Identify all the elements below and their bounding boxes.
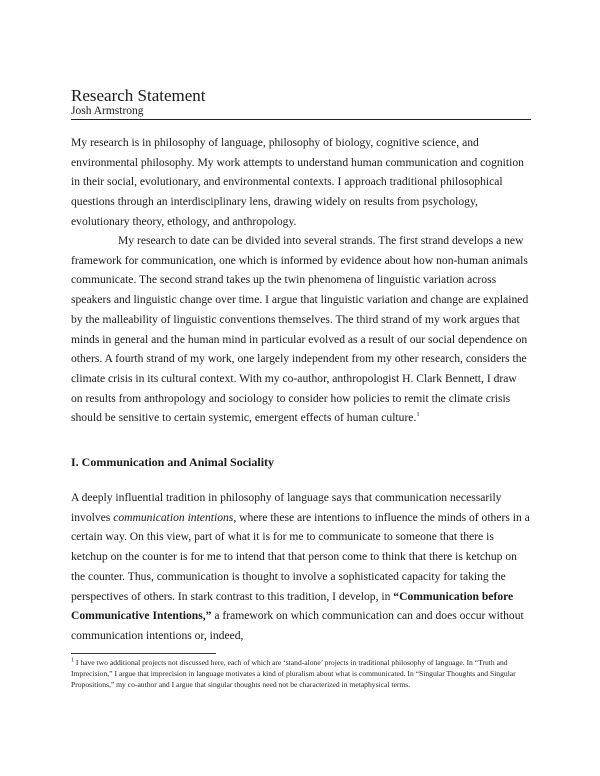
p3-text-3: a framework on which communication can and does occur without communication intentions or, indeed,: [71, 609, 524, 642]
footnote-text: I have two additional projects not discussed here, each of which are ‘stand-alone’ projects in traditional philosophy of language. In “Truth and Imprecision,” I argue that imprecision in language motivates a kind of pluralism about what is communicated. In “Singular Thoughts and Singular Propositions,” my co-author and I argue that singular thoughts need not be characterized in metaphysical terms.: [71, 658, 516, 689]
footnote-rule: [71, 653, 216, 654]
footnote-marker: 1: [71, 657, 74, 664]
section-heading: I. Communication and Animal Sociality: [71, 455, 275, 469]
title-rule: [71, 119, 531, 120]
paragraph-strands-text: My research to date can be divided into several strands. The first strand develops a new framework for communication, one which is informed by evidence about how non-human animals communicate. The second strand takes up the twin phenomena of linguistic variation across speakers and linguistic change over time. I argue that linguistic variation and change are explained by the malleability of linguistic conventions themselves. The third strand of my work argues that minds in general and the human mind in particular evolved as a result of our social dependence on others. A fourth strand of my work, one largely independent from my other research, considers the climate crisis in its cultural context. With my co-author, anthropologist H. Clark Bennett, I draw on results from anthropology and sociology to consider how policies to remit the climate crisis should be sensitive to certain systemic, emergent effects of human culture.: [71, 234, 529, 425]
footnote-reference[interactable]: 1: [416, 411, 420, 419]
p3-text-2: , where these are intentions to influence the minds of others in a certain way. On this view, part of what it is for me to communicate to someone that there is ketchup on the counter is for me to intend that that person come to think that there is ketchup on the counter. Thus, communication is thought to involve a sophisticated capacity for taking the perspectives of others. In stark contrast to this tradition, I develop, in: [71, 510, 530, 603]
paragraph-intro: My research is in philosophy of language, philosophy of biology, cognitive science, and environmental philosophy. My work attempts to understand human communication and cognition in their social, evolutionary, and environmental contexts. I approach traditional philosophical questions through an interdisciplinary lens, drawing widely on results from psychology, evolutionary theory, ethology, and anthropology.: [71, 136, 524, 228]
p3-bold-title: “Communication before Communicative Intentions,”: [71, 589, 514, 623]
paragraph-communication: [71, 488, 531, 646]
footnote: [71, 657, 531, 690]
p3-text-1: A deeply influential tradition in philosophy of language says that communication necessarily involves: [71, 491, 502, 524]
author-name: Josh Armstrong: [71, 105, 144, 117]
document-title: Research Statement: [71, 86, 206, 105]
paragraph-strands: [71, 231, 531, 428]
p3-italic-term: communication intentions: [113, 510, 234, 524]
